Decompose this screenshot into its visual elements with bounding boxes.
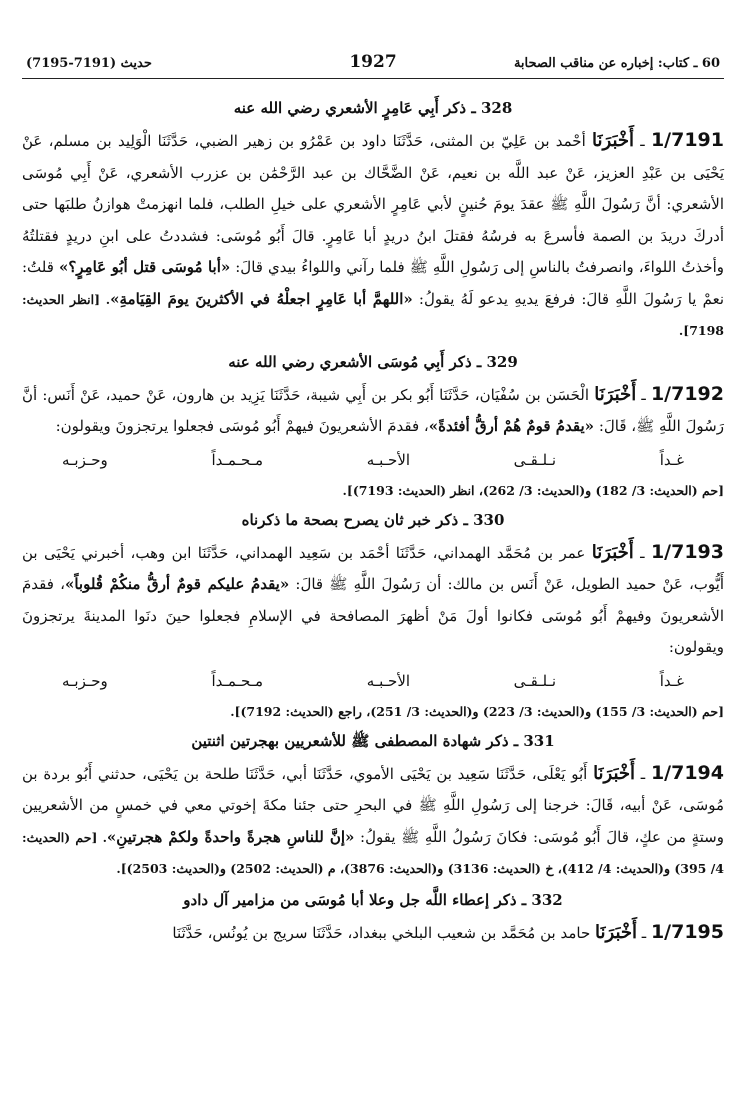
hadith-quote: «إنَّ للناسِ هجرةً واحدةً ولكمْ هجرتينِ» [106,827,355,846]
akhbarana-word: أَخْبَرَنَا [595,921,638,943]
page-content [22,79,724,949]
hadith-text-continued: ، فقدمَ الأشعريونَ وفيهمْ أَبُو مُوسَى فكانوا أولَ مَنْ أظهرَ المصافحة في الإسلامِ فجعلوا حينَ دنَوا المدينةَ يرتجزونَ ويقولون: [22,575,724,656]
hadith-number: 1/7192 [650,382,724,405]
section-title-330: 330 ـ ذكر خبر ثان يصرح بصحة ما ذكرناه [241,510,505,529]
book-title: 60 ـ كتاب: إخباره عن مناقب الصحابة [513,56,720,71]
hadith-text: أحْمد بن عَلِيّ بن المثنى، حَدَّثَنَا داود بن عَمْرُو بن زهير الضبي، حَدَّثَنَا الْوَلِيد بن مسلم، عَنْ يَحْيَى بن عَبْدِ العزيز، عَنْ عبد اللَّه بن نعيم، عَنْ الضَّحَّاك بن عبد الرَّحْمَٰن بن عزرب الأشعري، عَنْ أَبِي مُوسَى الأشعري: أنَّ رَسُولَ اللَّهِ ﷺ عقدَ يومَ حُنينٍ لأبي عَامِرٍ الأشعري على خيلِ الطلب، فلما انهزمتْ هوازنُ طلبَها حتى أدركَ دريدَ بن الصمة فأسرعَ به فرسُهُ فقتلَ ابنُ دريدٍ أبا عَامِرٍ. قالَ أَبُو مُوسَى: فشددتُ على ابنِ دريدٍ فقتلتُهُ وأخذتُ اللواءَ، وانصرفتُ بالناسِ إلى رَسُولِ اللَّهِ ﷺ فلما رآني واللواءُ بيدي قالَ: [22,132,724,276]
hadith-reference: . [حم (الحديث: 4/ 395) و(الحديث: 4/ 412)، خ (الحديث: 3136) و(الحديث: 3876)، م (الحديث: 2502) و(الحديث: 2503)]. [22,829,724,876]
akhbarana-word: أَخْبَرَنَا [592,130,635,151]
akhbarana-word: أَخْبَرَنَا [593,762,636,784]
page-header [22,52,724,79]
document-page [22,52,724,1107]
section-title-332: 332 ـ ذكر إعطاء اللَّه جل وعلا أبا مُوسَى من مزامير آل دادو [183,890,563,909]
hadith-quote: «يقدمُ عليكم قومٌ أرقُّ منكُمْ قُلوباً» [64,575,290,593]
hadith-reference: [حم (الحديث: 3/ 155) و(الحديث: 3/ 223) و(الحديث: 3/ 251)، راجع (الحديث: 7192)]. [230,703,724,719]
hadith-7195: 1/7195 ـ أَخْبَرَنَا حامد بن مُحَمَّد بن شعيب البلخي ببغداد، حَدَّثَنَا سريج بن يُونُس، حَدَّثَنَا [172,920,724,943]
akhbarana-word: أَخْبَرَنَا [594,383,637,405]
hadith-text: عمر بن مُحَمَّد الهمداني، حَدَّثَنَا أحْمَد بن سَعِيد الهمداني، حَدَّثَنَا ابن وهب، أخبرني يَحْيَى بن أَيُّوب، عَنْ حميد الطويل، عَنْ أَنَس بن مالك: أن رَسُولَ اللَّهِ ﷺ قالَ: [22,543,725,593]
akhbarana-word: أَخْبَرَنَا [591,541,634,563]
hadith-reference: [حم (الحديث: 3/ 182) و(الحديث: 3/ 262)، انظر (الحديث: 7193)]. [342,482,724,498]
hadith-7193: 1/7193 ـ أَخْبَرَنَا عمر بن مُحَمَّد الهمداني، حَدَّثَنَا أحْمَد بن سَعِيد الهمداني، حَدَّثَنَا ابن وهب، أخبرني يَحْيَى بن أَيُّوب، عَنْ حميد الطويل، عَنْ أَنَس بن مالك: أن رَسُولَ اللَّهِ ﷺ قالَ: «يقدمُ عليكم قومٌ أرقُّ منكُمْ قُلوباً»، فقدمَ الأشعريونَ وفيهمْ أَبُو مُوسَى فكانوا أولَ مَنْ أظهرَ المصافحة في الإسلامِ فجعلوا حينَ دنَوا المدينةَ يرتجزونَ ويقولون: [22,540,725,656]
hadith-text: حامد بن مُحَمَّد بن شعيب البلخي ببغداد، حَدَّثَنَا سريج بن يُونُس، حَدَّثَنَا [172,923,591,942]
hadith-text-continued: ، فقدمَ الأشعريونَ فيهمْ أَبُو مُوسَى فجعلوا يرتجزونَ ويقولون: [55,417,429,435]
hadith-quote: «أبا مُوسَى قتل أبُو عَامِرٍ؟» [58,258,231,276]
page-number: 1927 [349,52,397,72]
hadith-reference: . [انظر الحديث: 7198]. [22,291,724,338]
verse-word: نـلـقـى [513,671,557,690]
hadith-quote: «يقدمُ قومٌ هُمْ أرقُّ أفئدةً» [428,417,595,435]
section-title-328: 328 ـ ذكر أَبِي عَامِرٍ الأشعري رضي الله عنه [233,99,513,117]
verse-word: نـلـقـى [513,450,557,469]
verse-word: غـداً [659,671,684,690]
verse-word: وحـزبـه [62,671,108,690]
hadith-text: الْحَسَن بن سُفْيَان، حَدَّثَنَا أَبُو بكر بن أَبِي شيبة، حَدَّثَنَا يَزِيد بن هارون، عَنْ حميد، عَنْ أَنَس: أنَّ رَسُولَ اللَّهِ ﷺ، قَالَ: [22,385,724,435]
verse-word: مـحـمـداً [211,671,264,690]
verse-word: الأحـبـه [366,450,411,469]
verse-word: مـحـمـداً [211,450,264,469]
verse-line [22,666,724,696]
verse-word: الأحـبـه [366,671,411,690]
hadith-range: حديث (7191-7195) [26,56,152,71]
hadith-7192: 1/7192 ـ أَخْبَرَنَا الْحَسَن بن سُفْيَان، حَدَّثَنَا أَبُو بكر بن أَبِي شيبة، حَدَّثَنَا يَزِيد بن هارون، عَنْ حميد، عَنْ أَنَس: أنَّ رَسُولَ اللَّهِ ﷺ، قَالَ: «يقدمُ قومٌ هُمْ أرقُّ أفئدةً»، فقدمَ الأشعريونَ فيهمْ أَبُو مُوسَى فجعلوا يرتجزونَ ويقولون: [22,382,724,435]
verse-word: وحـزبـه [62,450,108,469]
hadith-number: 1/7194 [650,761,724,784]
verse-line [22,445,724,475]
hadith-7194: 1/7194 ـ أَخْبَرَنَا أَبُو يَعْلَى، حَدَّثَنَا سَعِيد بن يَحْيَى الأموي، حَدَّثَنَا أبي، حَدَّثَنَا طلحة بن يَحْيَى، حدثني أَبُو بردة بن مُوسَى، عَنْ أبيه، قَالَ: خرجنا إلى رَسُولِ اللَّهِ ﷺ في البحرِ حتى جئنا مكةَ إخوتي معي في خمسٍ من الأشعريين وستةٍ من عكٍ، قالَ أَبُو مُوسَى: فكانَ رَسُولُ اللَّهِ ﷺ يقولُ: «إنَّ للناسِ هجرةً واحدةً ولكمْ هجرتينِ». [حم (الحديث: 4/ 395) و(الحديث: 4/ 412)، خ (الحديث: 3136) و(الحديث: 3876)، م (الحديث: 2502) و(الحديث: 2503)]. [22,761,724,876]
hadith-number: 1/7193 [650,540,724,563]
verse-word: غـداً [659,450,684,469]
hadith-number: 1/7195 [650,920,724,943]
hadith-7191: 1/7191 ـ أَخْبَرَنَا أحْمد بن عَلِيّ بن المثنى، حَدَّثَنَا داود بن عَمْرُو بن زهير الضبي، حَدَّثَنَا الْوَلِيد بن مسلم، عَنْ يَحْيَى بن عَبْدِ العزيز، عَنْ عبد اللَّه بن نعيم، عَنْ الضَّحَّاك بن عبد الرَّحْمَٰن بن عزرب الأشعري، عَنْ أَبِي مُوسَى الأشعري: أنَّ رَسُولَ اللَّهِ ﷺ عقدَ يومَ حُنينٍ لأبي عَامِرٍ الأشعري على خيلِ الطلب، فلما انهزمتْ هوازنُ طلبَها حتى أدركَ دريدَ بن الصمة فأسرعَ به فرسُهُ فقتلَ ابنُ دريدٍ أبا عَامِرٍ. قالَ أَبُو مُوسَى: فشددتُ على ابنِ دريدٍ فقتلتُهُ وأخذتُ اللواءَ، وانصرفتُ بالناسِ إلى رَسُولِ اللَّهِ ﷺ فلما رآني واللواءُ بيدي قالَ: «أبا مُوسَى قتل أبُو عَامِرٍ؟» قلتُ: نعمْ يا رَسُولَ اللَّهِ قالَ: فرفعَ يديهِ يدعو لَهُ يقولُ: «اللهمَّ أبا عَامِرٍ اجعلْهُ في الأكثرينَ يومَ القِيَامةِ». [انظر الحديث: 7198]. [22,129,724,338]
section-title-329: 329 ـ ذكر أَبِي مُوسَى الأشعري رضي الله عنه [228,352,518,371]
hadith-text: أَبُو يَعْلَى، حَدَّثَنَا سَعِيد بن يَحْيَى الأموي، حَدَّثَنَا أبي، حَدَّثَنَا طلحة بن يَحْيَى، حدثني أَبُو بردة بن مُوسَى، عَنْ أبيه، قَالَ: خرجنا إلى رَسُولِ اللَّهِ ﷺ في البحرِ حتى جئنا مكةَ إخوتي معي في خمسٍ من الأشعريين وستةٍ من عكٍ، قالَ أَبُو مُوسَى: فكانَ رَسُولُ اللَّهِ ﷺ يقولُ: [22,764,724,846]
hadith-quote: «اللهمَّ أبا عَامِرٍ اجعلْهُ في الأكثرينَ يومَ القِيَامةِ» [110,289,413,308]
hadith-number: 1/7191 [650,129,724,151]
section-title-331: 331 ـ ذكر شهادة المصطفى ﷺ للأشعريين بهجرتين اثنتين [191,731,555,750]
hadith-text-continued: قلتُ: نعمْ يا رَسُولَ اللَّهِ قالَ: فرفعَ يديهِ يدعو لَهُ يقولُ: [22,258,724,308]
